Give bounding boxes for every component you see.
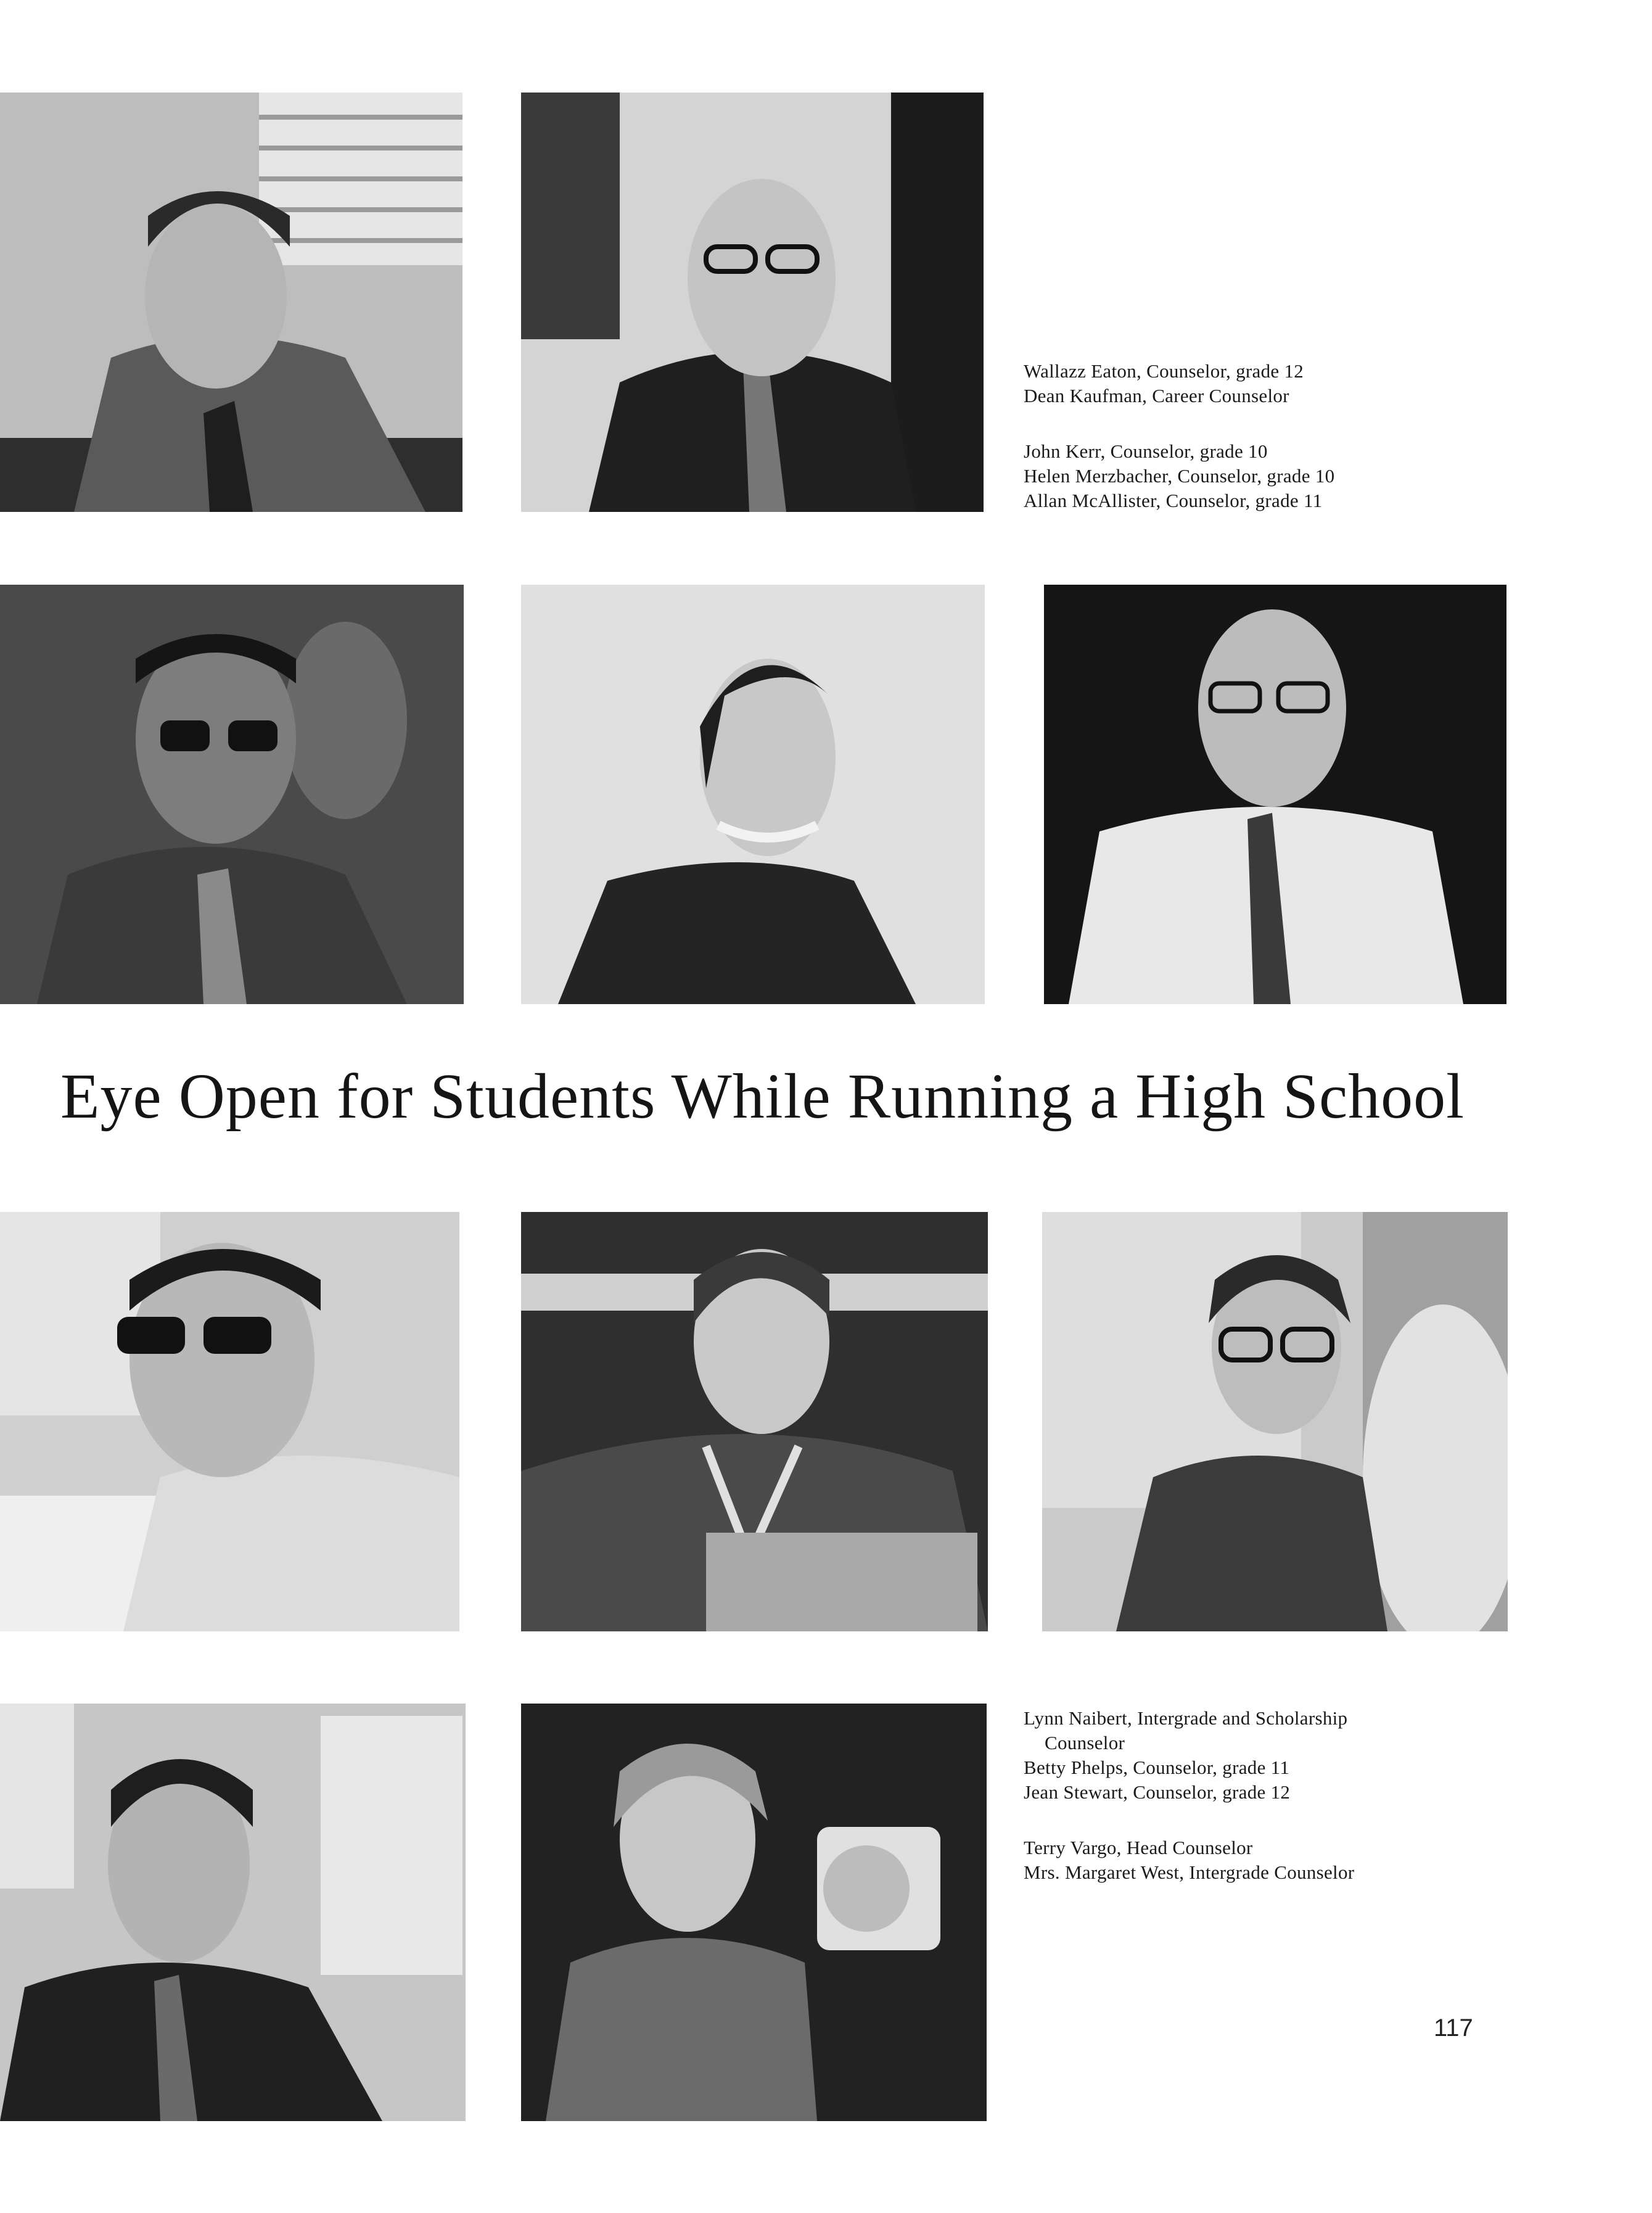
photo-jean-stewart	[1042, 1212, 1508, 1631]
page-number: 117	[1434, 2014, 1473, 2042]
photo-dean-kaufman	[521, 93, 984, 512]
photo-wallazz-eaton	[0, 93, 462, 512]
caption-terry-vargo: Terry Vargo, Head Counselor	[1024, 1837, 1253, 1858]
photo-terry-vargo	[0, 1704, 466, 2121]
page-headline: Eye Open for Students While Running a High School	[60, 1061, 1465, 1132]
caption-betty-phelps: Betty Phelps, Counselor, grade 11	[1024, 1757, 1290, 1778]
photo-helen-merzbacher	[521, 585, 985, 1004]
caption-wallazz-eaton: Wallazz Eaton, Counselor, grade 12	[1024, 360, 1304, 382]
caption-margaret-west: Mrs. Margaret West, Intergrade Counselor	[1024, 1861, 1355, 1883]
caption-helen-merzbacher: Helen Merzbacher, Counselor, grade 10	[1024, 465, 1335, 487]
caption-lynn-naibert: Lynn Naibert, Intergrade and Scholarship	[1024, 1707, 1348, 1729]
photo-lynn-naibert	[0, 1212, 459, 1631]
caption-john-kerr: John Kerr, Counselor, grade 10	[1024, 440, 1268, 462]
captions-top	[1024, 359, 1334, 513]
photo-john-kerr	[0, 585, 464, 1004]
caption-dean-kaufman: Dean Kaufman, Career Counselor	[1024, 385, 1289, 406]
caption-lynn-naibert-cont: Counselor	[1045, 1732, 1125, 1754]
captions-bottom	[1024, 1706, 1354, 1885]
photo-betty-phelps	[521, 1212, 988, 1631]
caption-jean-stewart: Jean Stewart, Counselor, grade 12	[1024, 1781, 1291, 1803]
photo-margaret-west	[521, 1704, 987, 2121]
caption-allan-mcallister: Allan McAllister, Counselor, grade 11	[1024, 490, 1323, 511]
photo-allan-mcallister	[1044, 585, 1506, 1004]
